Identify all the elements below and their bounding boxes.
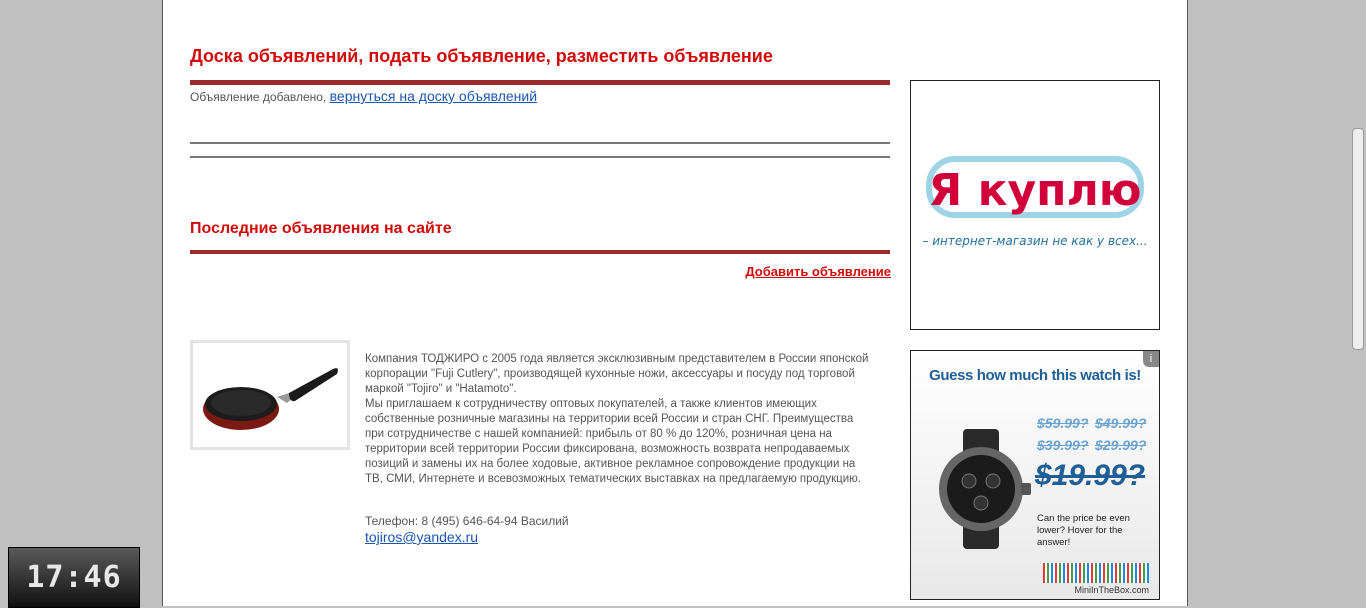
yakuplyu-logo <box>911 81 1159 329</box>
watch-ad-brand: MiniInTheBox.com <box>1074 585 1149 595</box>
page-title: Доска объявлений, подать объявление, разместить объявление <box>190 46 773 66</box>
title-underline <box>190 80 890 85</box>
watch-icon <box>925 429 1035 549</box>
listing-phone: Телефон: 8 (495) 646-64-94 Василий <box>365 514 569 528</box>
frying-pan-icon <box>193 343 347 447</box>
clock-widget: 17:46 <box>8 547 140 608</box>
page-scrollbar[interactable] <box>1352 0 1366 606</box>
add-listing-link[interactable]: Добавить объявление <box>745 264 891 279</box>
latest-listings-heading: Последние объявления на сайте <box>190 220 452 237</box>
divider-top <box>190 142 890 144</box>
watch-ad-headline: Guess how much this watch is! <box>929 367 1141 384</box>
back-to-board-link[interactable]: вернуться на доску объявлений <box>329 88 538 104</box>
price-4: $29.99? <box>1095 437 1147 453</box>
barcode-icon <box>1043 563 1149 583</box>
listing-email-link[interactable]: tojiros@yandex.ru <box>365 529 479 545</box>
yakuplyu-logo-text: Я куплю <box>928 165 1142 216</box>
added-notice <box>190 88 537 104</box>
yakuplyu-banner[interactable] <box>910 80 1160 330</box>
divider-bottom <box>190 156 890 158</box>
yakuplyu-slogan: – интернет-магазин не как у всех... <box>922 234 1148 248</box>
price-2: $49.99? <box>1095 415 1147 431</box>
ad-info-icon[interactable]: i <box>1143 351 1159 367</box>
price-3: $39.99? <box>1037 437 1089 453</box>
listing-thumbnail[interactable] <box>190 340 350 450</box>
price-big: $19.99? <box>1035 459 1146 492</box>
watch-ad-teaser: Can the price be even lower? Hover for the answer! <box>1037 513 1130 548</box>
notice-text: Объявление добавлено, <box>190 90 327 104</box>
listing-description: Компания ТОДЖИРО с 2005 года является эксклюзивным представителем в России японской корпорации "Fuji Cutlery", производящей кухонные ножи, аксессуары и посуду под торговой маркой "Tojiro" и "Hatamoto". Мы приглашаем к сотрудничеству оптовых покупателей, а также клиентов имеющих собственные розничные магазины на территории всей России и стран СНГ. Преимущества при сотрудничестве с нашей компанией: прибыль от 80 % до 120%, розничная цена на территории всей территории России фиксирована, возможность возврата непродаваемых позиций и замены их на более ходовые, активное рекламное сопровождение продукции на ТВ, СМИ, Интернете и всевозможных тематических выставках на предлагаемую продукцию. <box>365 353 869 485</box>
watch-ad-banner[interactable] <box>910 350 1160 600</box>
latest-underline <box>190 250 890 254</box>
scrollbar-thumb[interactable] <box>1352 128 1364 350</box>
content-page <box>162 0 1188 606</box>
price-1: $59.99? <box>1037 415 1089 431</box>
